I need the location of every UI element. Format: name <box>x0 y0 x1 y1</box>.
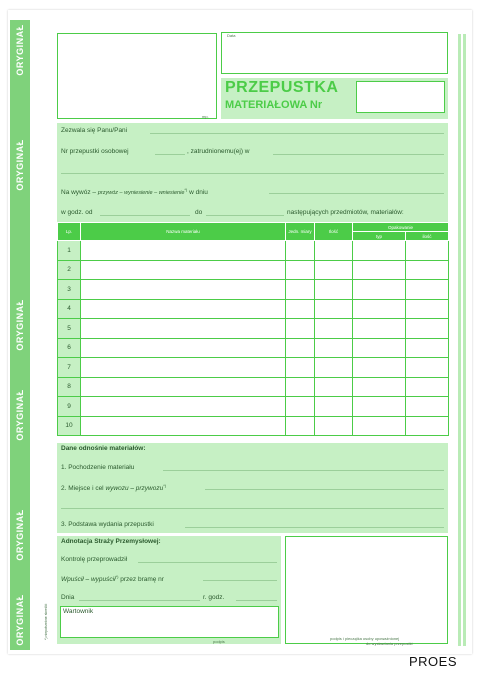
row-number: 5 <box>58 319 81 339</box>
table-row <box>58 319 449 339</box>
cell-qty[interactable] <box>315 377 353 397</box>
row-number: 6 <box>58 338 81 358</box>
export-options: przywóz – wyniesienie – wniesienie <box>97 190 185 197</box>
cell-type[interactable] <box>353 397 406 417</box>
cell-type[interactable] <box>353 416 406 436</box>
guard-heading: Adnotacja Straży Przemysłowej: <box>61 538 161 545</box>
day-label: Dnia <box>61 594 75 601</box>
origin-label: 1. Pochodzenie materiału <box>61 464 135 471</box>
original-label: ORYGINAŁ <box>15 389 25 441</box>
guard-label: Wartownik <box>63 608 94 615</box>
export-label: Na wywóz – przywóz – wyniesienie – wniesienie*) w dniu <box>61 187 208 197</box>
stamp-caption: mp. <box>202 114 209 119</box>
id-number-field[interactable] <box>155 147 185 155</box>
gate-options: Wpuścił – wypuścił <box>61 576 116 584</box>
footnote: *) niepotrzebne skreślić <box>44 603 48 640</box>
cell-pack-qty[interactable] <box>406 319 449 339</box>
gate-number-field[interactable] <box>203 573 277 581</box>
cell-type[interactable] <box>353 299 406 319</box>
materials-heading: Dane odnośnie materiałów: <box>61 445 146 452</box>
row-number: 8 <box>58 377 81 397</box>
cell-qty[interactable] <box>315 260 353 280</box>
original-label: ORYGINAŁ <box>15 24 25 76</box>
cell-unit[interactable] <box>286 416 315 436</box>
destination-field-continued[interactable] <box>61 501 444 509</box>
materials-table <box>57 222 449 436</box>
cell-qty[interactable] <box>315 280 353 300</box>
destination-options: wywozu – przywozu <box>105 485 164 493</box>
issuer-caption-2: do wystawiania przepustki <box>366 641 413 646</box>
table-row <box>58 260 449 280</box>
cell-qty[interactable] <box>315 416 353 436</box>
basis-label: 3. Podstawa wydania przepustki <box>61 521 154 528</box>
employed-label: , zatrudnionemu(ej) w <box>187 148 250 155</box>
col-type-header: typ <box>353 232 406 241</box>
cell-unit[interactable] <box>286 397 315 417</box>
cell-name[interactable] <box>81 377 286 397</box>
row-number: 3 <box>58 280 81 300</box>
control-label: Kontrolę przeprowadził <box>61 556 128 563</box>
cell-name[interactable] <box>81 260 286 280</box>
employer-field[interactable] <box>273 147 444 155</box>
cell-unit[interactable] <box>286 260 315 280</box>
hour-field[interactable] <box>236 593 277 601</box>
table-row <box>58 280 449 300</box>
cell-pack-qty[interactable] <box>406 299 449 319</box>
cell-type[interactable] <box>353 280 406 300</box>
table-row <box>58 338 449 358</box>
col-qty-header: Ilość <box>315 223 353 241</box>
cell-type[interactable] <box>353 241 406 261</box>
origin-field[interactable] <box>163 463 444 471</box>
table-row <box>58 377 449 397</box>
destination-label: 2. Miejsce i cel wywozu – przywozu*) <box>61 483 167 493</box>
day-field[interactable] <box>79 593 200 601</box>
cell-pack-qty[interactable] <box>406 338 449 358</box>
person-name-field[interactable] <box>150 126 444 134</box>
cell-name[interactable] <box>81 397 286 417</box>
cell-type[interactable] <box>353 377 406 397</box>
cell-name[interactable] <box>81 241 286 261</box>
cell-pack-qty[interactable] <box>406 260 449 280</box>
signature-caption: podpis <box>213 639 225 644</box>
original-label: ORYGINAŁ <box>15 139 25 191</box>
cell-unit[interactable] <box>286 299 315 319</box>
row-number: 9 <box>58 397 81 417</box>
row-number: 10 <box>58 416 81 436</box>
cell-unit[interactable] <box>286 338 315 358</box>
table-row <box>58 241 449 261</box>
items-label: następujących przedmiotów, materiałów: <box>287 209 404 216</box>
cell-name[interactable] <box>81 299 286 319</box>
stamp-box <box>57 33 217 119</box>
cell-qty[interactable] <box>315 338 353 358</box>
table-row <box>58 416 449 436</box>
cell-type[interactable] <box>353 358 406 378</box>
original-label: ORYGINAŁ <box>15 299 25 351</box>
cell-pack-qty[interactable] <box>406 377 449 397</box>
table-row <box>58 397 449 417</box>
cell-type[interactable] <box>353 338 406 358</box>
table-row <box>58 358 449 378</box>
original-label: ORYGINAŁ <box>15 594 25 646</box>
cell-type[interactable] <box>353 260 406 280</box>
cell-qty[interactable] <box>315 299 353 319</box>
hour-label: r. godz. <box>203 594 225 601</box>
gate-label: Wpuścił – wypuścił*) przez bramę nr <box>61 574 164 584</box>
time-to-field[interactable] <box>206 208 284 216</box>
col-packqty-header: ilość <box>406 232 449 241</box>
table-row <box>58 299 449 319</box>
pass-number-field[interactable] <box>356 81 445 113</box>
row-number: 4 <box>58 299 81 319</box>
row-number: 7 <box>58 358 81 378</box>
time-from-field[interactable] <box>100 208 190 216</box>
cell-qty[interactable] <box>315 358 353 378</box>
brand-watermark: PROES <box>409 654 458 669</box>
cell-unit[interactable] <box>286 319 315 339</box>
document-title: PRZEPUSTKA <box>225 79 339 96</box>
original-copy-strip <box>10 20 30 650</box>
cell-unit[interactable] <box>286 280 315 300</box>
cell-name[interactable] <box>81 319 286 339</box>
cell-name[interactable] <box>81 338 286 358</box>
export-date-field[interactable] <box>269 186 444 194</box>
cell-pack-qty[interactable] <box>406 280 449 300</box>
cell-name[interactable] <box>81 358 286 378</box>
row-number: 1 <box>58 241 81 261</box>
allow-label: Zezwala się Panu/Pani <box>61 127 128 134</box>
cell-pack-qty[interactable] <box>406 241 449 261</box>
original-label: ORYGINAŁ <box>15 509 25 561</box>
date-box[interactable] <box>221 32 448 74</box>
cell-pack-qty[interactable] <box>406 397 449 417</box>
document-subtitle: MATERIAŁOWA Nr <box>225 99 323 111</box>
row-number: 2 <box>58 260 81 280</box>
cell-name[interactable] <box>81 280 286 300</box>
cell-unit[interactable] <box>286 377 315 397</box>
cell-unit[interactable] <box>286 358 315 378</box>
destination-field[interactable] <box>205 482 444 490</box>
cell-qty[interactable] <box>315 241 353 261</box>
col-unit-header: Jedn. miary <box>286 223 315 241</box>
col-name-header: Nazwa materiału <box>81 223 286 241</box>
id-number-label: Nr przepustki osobowej <box>61 148 129 155</box>
issuer-signature-box[interactable] <box>285 536 448 644</box>
col-lp-header: Lp. <box>58 223 81 241</box>
basis-field[interactable] <box>185 520 444 528</box>
time-to-label: do <box>195 209 203 216</box>
cell-unit[interactable] <box>286 241 315 261</box>
cell-pack-qty[interactable] <box>406 416 449 436</box>
date-label: Data <box>227 33 236 38</box>
employer-field-continued[interactable] <box>61 166 444 174</box>
cell-qty[interactable] <box>315 397 353 417</box>
col-packaging-header: Opakowanie <box>353 223 449 232</box>
cell-pack-qty[interactable] <box>406 358 449 378</box>
time-from-label: w godz. od <box>61 209 93 216</box>
control-field[interactable] <box>138 555 277 563</box>
cell-name[interactable] <box>81 416 286 436</box>
issuer-caption: podpis i pieczątka osoby upoważnionej <box>330 636 400 641</box>
cell-qty[interactable] <box>315 319 353 339</box>
cell-type[interactable] <box>353 319 406 339</box>
